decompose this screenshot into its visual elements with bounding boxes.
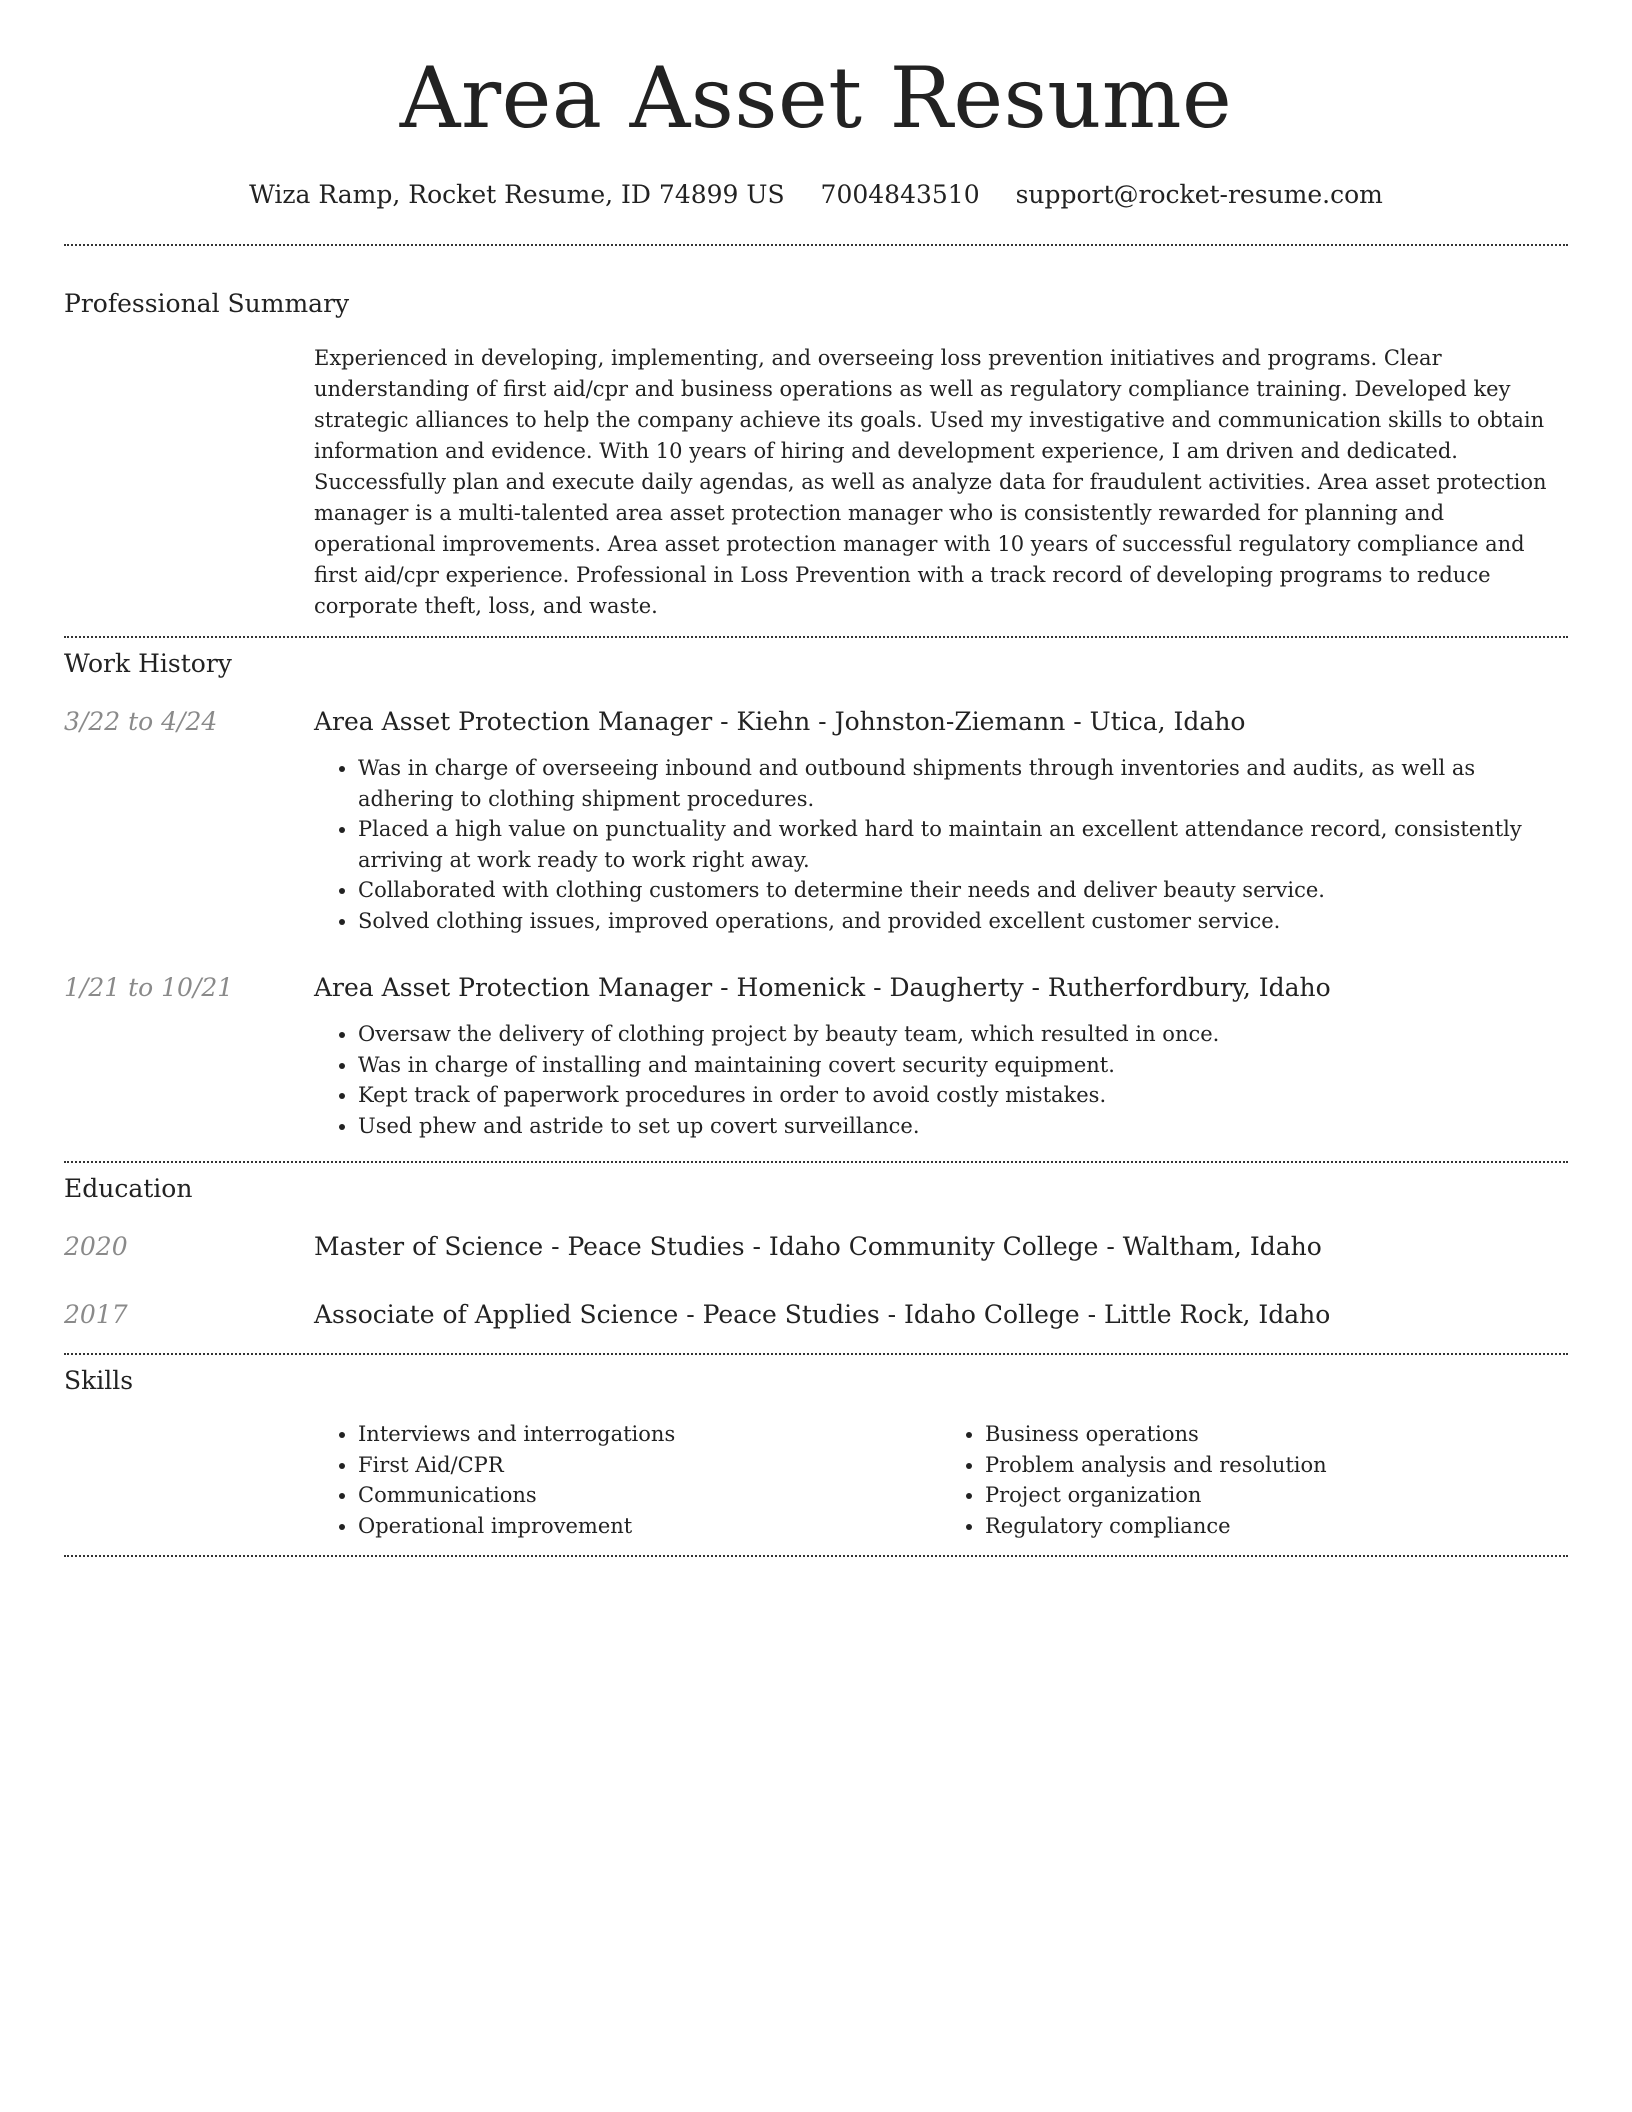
resume-name: Area Asset Resume — [399, 49, 1233, 147]
contact-phone: 7004843510 — [820, 180, 980, 209]
list-item: • Project organization — [985, 1480, 1568, 1511]
education-year: 2017 — [64, 1300, 128, 1329]
contact-line — [64, 178, 1568, 212]
job-bullets — [314, 753, 1568, 936]
section-heading-skills: Skills — [64, 1366, 134, 1395]
list-item: • Interviews and interrogations — [358, 1419, 941, 1450]
resume-page — [64, 0, 1568, 1557]
list-item: • Placed a high value on punctuality and worked hard to maintain an excellent attendance record, consistently arriving at work ready to work right away. — [358, 814, 1568, 875]
divider — [64, 636, 1568, 638]
education-year: 2020 — [64, 1232, 128, 1261]
education-degree: Master of Science - Peace Studies - Idaho Community College - Waltham, Idaho — [314, 1232, 1322, 1261]
education-degree: Associate of Applied Science - Peace Studies - Idaho College - Little Rock, Idaho — [314, 1300, 1331, 1329]
divider — [64, 244, 1568, 246]
job-entry — [64, 972, 1568, 1141]
education-entry — [64, 1299, 1568, 1331]
divider — [64, 1353, 1568, 1355]
section-heading-summary: Professional Summary — [64, 289, 350, 318]
job-bullets — [314, 1019, 1568, 1141]
divider — [64, 1161, 1568, 1163]
list-item: • Solved clothing issues, improved operations, and provided excellent customer service. — [358, 906, 1568, 937]
section-heading-work: Work History — [64, 649, 232, 678]
skills-grid — [314, 1419, 1568, 1541]
job-title: Area Asset Protection Manager - Kiehn - Johnston-Ziemann - Utica, Idaho — [314, 707, 1246, 736]
divider — [64, 1555, 1568, 1557]
list-item: • Was in charge of installing and maintaining covert security equipment. — [358, 1050, 1568, 1081]
list-item: • Kept track of paperwork procedures in order to avoid costly mistakes. — [358, 1080, 1568, 1111]
contact-address: Wiza Ramp, Rocket Resume, ID 74899 US — [249, 180, 785, 209]
list-item: • Oversaw the delivery of clothing project by beauty team, which resulted in once. — [358, 1019, 1568, 1050]
list-item: • Business operations — [985, 1419, 1568, 1450]
skills-list-left — [314, 1419, 941, 1541]
job-dates: 1/21 to 10/21 — [64, 973, 234, 1002]
section-heading-education: Education — [64, 1174, 193, 1203]
list-item: • Was in charge of overseeing inbound and outbound shipments through inventories and audits, as well as adhering to clothing shipment procedures. — [358, 753, 1568, 814]
list-item: • Problem analysis and resolution — [985, 1450, 1568, 1481]
job-entry — [64, 706, 1568, 936]
list-item: • Communications — [358, 1480, 941, 1511]
skills-list-right — [941, 1419, 1568, 1541]
list-item: • Operational improvement — [358, 1511, 941, 1542]
list-item: • Regulatory compliance — [985, 1511, 1568, 1542]
list-item: • First Aid/CPR — [358, 1450, 941, 1481]
education-entry — [64, 1231, 1568, 1263]
summary-text: Experienced in developing, implementing, and overseeing loss prevention initiatives and programs. Clear understanding of first aid/cpr and business operations as well as regulatory compliance training. Developed key strategic alliances to help the company achieve its goals. Used my investigative and communication skills to obtain information and evidence. With 10 years of hiring and development experience, I am driven and dedicated. Successfully plan and execute daily agendas, as well as analyze data for fraudulent activities. Area asset protection manager is a multi-talented area asset protection manager who is consistently rewarded for planning and operational improvements. Area asset protection manager with 10 years of successful regulatory compliance and first aid/cpr experience. Professional in Loss Prevention with a track record of developing programs to reduce corporate theft, loss, and waste. — [314, 346, 1547, 618]
list-item: • Collaborated with clothing customers to determine their needs and deliver beauty service. — [358, 875, 1568, 906]
list-item: • Used phew and astride to set up covert surveillance. — [358, 1111, 1568, 1142]
job-dates: 3/22 to 4/24 — [64, 707, 218, 736]
job-title: Area Asset Protection Manager - Homenick - Daugherty - Rutherfordbury, Idaho — [314, 973, 1331, 1002]
contact-email: support@rocket-resume.com — [1015, 180, 1383, 209]
